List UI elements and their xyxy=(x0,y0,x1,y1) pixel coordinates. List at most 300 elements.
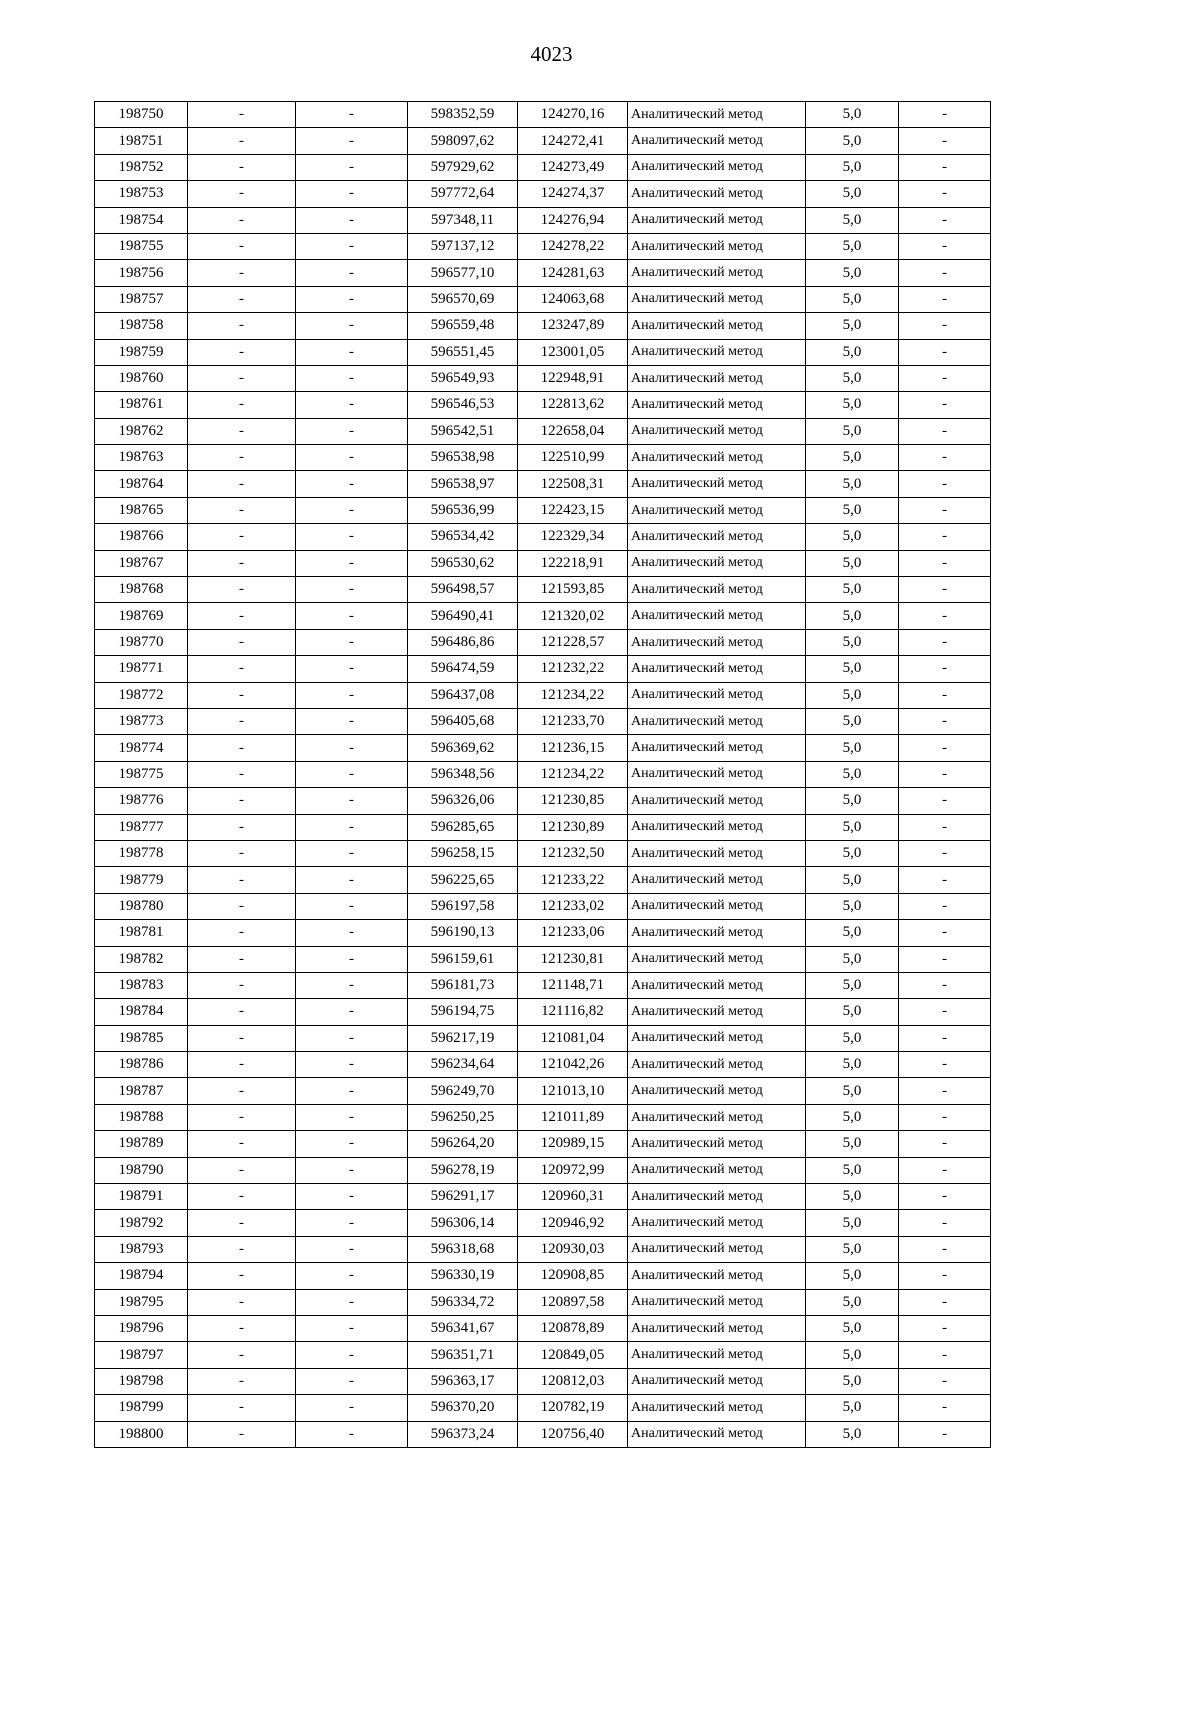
accuracy-cell: 5,0 xyxy=(806,603,899,629)
empty-cell-b: - xyxy=(296,286,408,312)
x-coordinate-cell: 596234,64 xyxy=(408,1052,518,1078)
empty-cell-a: - xyxy=(188,682,296,708)
method-cell: Аналитический метод xyxy=(628,1210,806,1236)
x-coordinate-cell: 596159,61 xyxy=(408,946,518,972)
point-number-cell: 198782 xyxy=(95,946,188,972)
method-cell: Аналитический метод xyxy=(628,313,806,339)
empty-cell-a: - xyxy=(188,260,296,286)
table-row xyxy=(95,1184,991,1210)
table-row xyxy=(95,577,991,603)
x-coordinate-cell: 596549,93 xyxy=(408,365,518,391)
y-coordinate-cell: 121232,22 xyxy=(518,656,628,682)
empty-cell-b: - xyxy=(296,1157,408,1183)
method-cell: Аналитический метод xyxy=(628,445,806,471)
accuracy-cell: 5,0 xyxy=(806,445,899,471)
accuracy-cell: 5,0 xyxy=(806,550,899,576)
method-cell: Аналитический метод xyxy=(628,999,806,1025)
empty-cell-a: - xyxy=(188,1395,296,1421)
point-number-cell: 198757 xyxy=(95,286,188,312)
y-coordinate-cell: 122218,91 xyxy=(518,550,628,576)
empty-cell-a: - xyxy=(188,102,296,128)
method-cell: Аналитический метод xyxy=(628,840,806,866)
empty-cell-c: - xyxy=(899,128,991,154)
empty-cell-a: - xyxy=(188,1342,296,1368)
empty-cell-b: - xyxy=(296,418,408,444)
table-row xyxy=(95,999,991,1025)
point-number-cell: 198772 xyxy=(95,682,188,708)
method-cell: Аналитический метод xyxy=(628,1421,806,1447)
y-coordinate-cell: 120849,05 xyxy=(518,1342,628,1368)
empty-cell-c: - xyxy=(899,920,991,946)
accuracy-cell: 5,0 xyxy=(806,154,899,180)
point-number-cell: 198759 xyxy=(95,339,188,365)
x-coordinate-cell: 596538,97 xyxy=(408,471,518,497)
empty-cell-c: - xyxy=(899,497,991,523)
accuracy-cell: 5,0 xyxy=(806,181,899,207)
accuracy-cell: 5,0 xyxy=(806,1131,899,1157)
empty-cell-c: - xyxy=(899,1289,991,1315)
table-row xyxy=(95,233,991,259)
method-cell: Аналитический метод xyxy=(628,761,806,787)
empty-cell-b: - xyxy=(296,1315,408,1341)
empty-cell-c: - xyxy=(899,867,991,893)
y-coordinate-cell: 124281,63 xyxy=(518,260,628,286)
table-row xyxy=(95,1289,991,1315)
empty-cell-a: - xyxy=(188,761,296,787)
empty-cell-b: - xyxy=(296,840,408,866)
table-row xyxy=(95,181,991,207)
point-number-cell: 198800 xyxy=(95,1421,188,1447)
empty-cell-b: - xyxy=(296,1421,408,1447)
empty-cell-c: - xyxy=(899,682,991,708)
point-number-cell: 198788 xyxy=(95,1104,188,1130)
empty-cell-a: - xyxy=(188,445,296,471)
x-coordinate-cell: 596249,70 xyxy=(408,1078,518,1104)
accuracy-cell: 5,0 xyxy=(806,999,899,1025)
x-coordinate-cell: 596363,17 xyxy=(408,1368,518,1394)
accuracy-cell: 5,0 xyxy=(806,682,899,708)
x-coordinate-cell: 596278,19 xyxy=(408,1157,518,1183)
accuracy-cell: 5,0 xyxy=(806,260,899,286)
x-coordinate-cell: 596306,14 xyxy=(408,1210,518,1236)
empty-cell-a: - xyxy=(188,1263,296,1289)
method-cell: Аналитический метод xyxy=(628,550,806,576)
x-coordinate-cell: 596559,48 xyxy=(408,313,518,339)
x-coordinate-cell: 596217,19 xyxy=(408,1025,518,1051)
method-cell: Аналитический метод xyxy=(628,471,806,497)
accuracy-cell: 5,0 xyxy=(806,418,899,444)
method-cell: Аналитический метод xyxy=(628,1395,806,1421)
method-cell: Аналитический метод xyxy=(628,1236,806,1262)
point-number-cell: 198766 xyxy=(95,524,188,550)
empty-cell-a: - xyxy=(188,1184,296,1210)
point-number-cell: 198752 xyxy=(95,154,188,180)
point-number-cell: 198786 xyxy=(95,1052,188,1078)
empty-cell-b: - xyxy=(296,1395,408,1421)
method-cell: Аналитический метод xyxy=(628,1315,806,1341)
table-row xyxy=(95,1210,991,1236)
x-coordinate-cell: 596194,75 xyxy=(408,999,518,1025)
empty-cell-b: - xyxy=(296,1236,408,1262)
point-number-cell: 198775 xyxy=(95,761,188,787)
empty-cell-c: - xyxy=(899,656,991,682)
empty-cell-b: - xyxy=(296,893,408,919)
method-cell: Аналитический метод xyxy=(628,154,806,180)
empty-cell-a: - xyxy=(188,550,296,576)
point-number-cell: 198771 xyxy=(95,656,188,682)
empty-cell-a: - xyxy=(188,471,296,497)
accuracy-cell: 5,0 xyxy=(806,788,899,814)
method-cell: Аналитический метод xyxy=(628,788,806,814)
y-coordinate-cell: 120878,89 xyxy=(518,1315,628,1341)
point-number-cell: 198768 xyxy=(95,577,188,603)
empty-cell-c: - xyxy=(899,893,991,919)
empty-cell-c: - xyxy=(899,365,991,391)
empty-cell-b: - xyxy=(296,999,408,1025)
method-cell: Аналитический метод xyxy=(628,708,806,734)
x-coordinate-cell: 596225,65 xyxy=(408,867,518,893)
table-row xyxy=(95,735,991,761)
table-row xyxy=(95,629,991,655)
empty-cell-a: - xyxy=(188,867,296,893)
table-row xyxy=(95,497,991,523)
accuracy-cell: 5,0 xyxy=(806,497,899,523)
point-number-cell: 198750 xyxy=(95,102,188,128)
point-number-cell: 198754 xyxy=(95,207,188,233)
y-coordinate-cell: 120972,99 xyxy=(518,1157,628,1183)
empty-cell-c: - xyxy=(899,788,991,814)
table-row xyxy=(95,471,991,497)
accuracy-cell: 5,0 xyxy=(806,1157,899,1183)
empty-cell-b: - xyxy=(296,603,408,629)
method-cell: Аналитический метод xyxy=(628,1289,806,1315)
empty-cell-b: - xyxy=(296,102,408,128)
method-cell: Аналитический метод xyxy=(628,1131,806,1157)
empty-cell-b: - xyxy=(296,207,408,233)
accuracy-cell: 5,0 xyxy=(806,1236,899,1262)
table-row xyxy=(95,682,991,708)
y-coordinate-cell: 123247,89 xyxy=(518,313,628,339)
point-number-cell: 198758 xyxy=(95,313,188,339)
empty-cell-b: - xyxy=(296,1052,408,1078)
empty-cell-b: - xyxy=(296,339,408,365)
accuracy-cell: 5,0 xyxy=(806,972,899,998)
method-cell: Аналитический метод xyxy=(628,1104,806,1130)
empty-cell-c: - xyxy=(899,1368,991,1394)
empty-cell-b: - xyxy=(296,445,408,471)
y-coordinate-cell: 124273,49 xyxy=(518,154,628,180)
empty-cell-b: - xyxy=(296,550,408,576)
table-row xyxy=(95,1025,991,1051)
method-cell: Аналитический метод xyxy=(628,286,806,312)
point-number-cell: 198780 xyxy=(95,893,188,919)
empty-cell-c: - xyxy=(899,603,991,629)
method-cell: Аналитический метод xyxy=(628,1184,806,1210)
accuracy-cell: 5,0 xyxy=(806,1289,899,1315)
empty-cell-c: - xyxy=(899,1131,991,1157)
x-coordinate-cell: 596542,51 xyxy=(408,418,518,444)
point-number-cell: 198791 xyxy=(95,1184,188,1210)
table-row xyxy=(95,1342,991,1368)
y-coordinate-cell: 122948,91 xyxy=(518,365,628,391)
method-cell: Аналитический метод xyxy=(628,867,806,893)
x-coordinate-cell: 596326,06 xyxy=(408,788,518,814)
y-coordinate-cell: 120908,85 xyxy=(518,1263,628,1289)
empty-cell-b: - xyxy=(296,577,408,603)
empty-cell-c: - xyxy=(899,1342,991,1368)
empty-cell-a: - xyxy=(188,497,296,523)
empty-cell-c: - xyxy=(899,840,991,866)
table-row xyxy=(95,1157,991,1183)
method-cell: Аналитический метод xyxy=(628,682,806,708)
accuracy-cell: 5,0 xyxy=(806,286,899,312)
y-coordinate-cell: 121116,82 xyxy=(518,999,628,1025)
y-coordinate-cell: 121232,50 xyxy=(518,840,628,866)
empty-cell-b: - xyxy=(296,1342,408,1368)
empty-cell-c: - xyxy=(899,1421,991,1447)
empty-cell-c: - xyxy=(899,1025,991,1051)
x-coordinate-cell: 596437,08 xyxy=(408,682,518,708)
table-row xyxy=(95,708,991,734)
empty-cell-c: - xyxy=(899,286,991,312)
empty-cell-c: - xyxy=(899,577,991,603)
method-cell: Аналитический метод xyxy=(628,1052,806,1078)
empty-cell-b: - xyxy=(296,656,408,682)
accuracy-cell: 5,0 xyxy=(806,735,899,761)
y-coordinate-cell: 122510,99 xyxy=(518,445,628,471)
x-coordinate-cell: 596264,20 xyxy=(408,1131,518,1157)
accuracy-cell: 5,0 xyxy=(806,524,899,550)
empty-cell-c: - xyxy=(899,260,991,286)
accuracy-cell: 5,0 xyxy=(806,1368,899,1394)
empty-cell-a: - xyxy=(188,1289,296,1315)
method-cell: Аналитический метод xyxy=(628,128,806,154)
method-cell: Аналитический метод xyxy=(628,972,806,998)
empty-cell-a: - xyxy=(188,972,296,998)
table-row xyxy=(95,207,991,233)
method-cell: Аналитический метод xyxy=(628,1263,806,1289)
x-coordinate-cell: 596291,17 xyxy=(408,1184,518,1210)
table-row xyxy=(95,1078,991,1104)
accuracy-cell: 5,0 xyxy=(806,1104,899,1130)
y-coordinate-cell: 121320,02 xyxy=(518,603,628,629)
method-cell: Аналитический метод xyxy=(628,207,806,233)
y-coordinate-cell: 121230,89 xyxy=(518,814,628,840)
empty-cell-c: - xyxy=(899,1078,991,1104)
accuracy-cell: 5,0 xyxy=(806,656,899,682)
method-cell: Аналитический метод xyxy=(628,260,806,286)
table-row xyxy=(95,365,991,391)
empty-cell-b: - xyxy=(296,682,408,708)
method-cell: Аналитический метод xyxy=(628,629,806,655)
x-coordinate-cell: 598352,59 xyxy=(408,102,518,128)
point-number-cell: 198785 xyxy=(95,1025,188,1051)
empty-cell-a: - xyxy=(188,708,296,734)
method-cell: Аналитический метод xyxy=(628,102,806,128)
accuracy-cell: 5,0 xyxy=(806,1315,899,1341)
x-coordinate-cell: 596250,25 xyxy=(408,1104,518,1130)
table-row xyxy=(95,286,991,312)
empty-cell-b: - xyxy=(296,1263,408,1289)
empty-cell-b: - xyxy=(296,260,408,286)
table-row xyxy=(95,788,991,814)
method-cell: Аналитический метод xyxy=(628,735,806,761)
empty-cell-a: - xyxy=(188,313,296,339)
method-cell: Аналитический метод xyxy=(628,365,806,391)
empty-cell-a: - xyxy=(188,1052,296,1078)
empty-cell-a: - xyxy=(188,365,296,391)
table-row xyxy=(95,445,991,471)
accuracy-cell: 5,0 xyxy=(806,392,899,418)
x-coordinate-cell: 596538,98 xyxy=(408,445,518,471)
point-number-cell: 198792 xyxy=(95,1210,188,1236)
empty-cell-b: - xyxy=(296,392,408,418)
empty-cell-c: - xyxy=(899,629,991,655)
accuracy-cell: 5,0 xyxy=(806,102,899,128)
empty-cell-a: - xyxy=(188,946,296,972)
point-number-cell: 198777 xyxy=(95,814,188,840)
y-coordinate-cell: 124274,37 xyxy=(518,181,628,207)
empty-cell-a: - xyxy=(188,1131,296,1157)
method-cell: Аналитический метод xyxy=(628,1342,806,1368)
y-coordinate-cell: 121233,06 xyxy=(518,920,628,946)
method-cell: Аналитический метод xyxy=(628,603,806,629)
x-coordinate-cell: 596285,65 xyxy=(408,814,518,840)
empty-cell-c: - xyxy=(899,1104,991,1130)
empty-cell-c: - xyxy=(899,999,991,1025)
table-row xyxy=(95,339,991,365)
method-cell: Аналитический метод xyxy=(628,1078,806,1104)
point-number-cell: 198756 xyxy=(95,260,188,286)
y-coordinate-cell: 124272,41 xyxy=(518,128,628,154)
table-row xyxy=(95,1263,991,1289)
table-row xyxy=(95,550,991,576)
point-number-cell: 198793 xyxy=(95,1236,188,1262)
method-cell: Аналитический метод xyxy=(628,1368,806,1394)
empty-cell-c: - xyxy=(899,946,991,972)
empty-cell-a: - xyxy=(188,1315,296,1341)
empty-cell-c: - xyxy=(899,1263,991,1289)
table-row xyxy=(95,893,991,919)
empty-cell-c: - xyxy=(899,102,991,128)
empty-cell-b: - xyxy=(296,497,408,523)
method-cell: Аналитический метод xyxy=(628,577,806,603)
point-number-cell: 198778 xyxy=(95,840,188,866)
empty-cell-b: - xyxy=(296,735,408,761)
y-coordinate-cell: 122508,31 xyxy=(518,471,628,497)
empty-cell-c: - xyxy=(899,1052,991,1078)
empty-cell-a: - xyxy=(188,233,296,259)
y-coordinate-cell: 120812,03 xyxy=(518,1368,628,1394)
accuracy-cell: 5,0 xyxy=(806,708,899,734)
method-cell: Аналитический метод xyxy=(628,181,806,207)
table-row xyxy=(95,867,991,893)
page-number: 4023 xyxy=(530,42,573,66)
accuracy-cell: 5,0 xyxy=(806,233,899,259)
accuracy-cell: 5,0 xyxy=(806,1342,899,1368)
coordinates-table xyxy=(94,101,991,1448)
empty-cell-a: - xyxy=(188,418,296,444)
empty-cell-c: - xyxy=(899,972,991,998)
accuracy-cell: 5,0 xyxy=(806,867,899,893)
empty-cell-a: - xyxy=(188,392,296,418)
empty-cell-a: - xyxy=(188,893,296,919)
empty-cell-b: - xyxy=(296,972,408,998)
empty-cell-a: - xyxy=(188,1236,296,1262)
accuracy-cell: 5,0 xyxy=(806,1210,899,1236)
y-coordinate-cell: 122658,04 xyxy=(518,418,628,444)
method-cell: Аналитический метод xyxy=(628,339,806,365)
empty-cell-b: - xyxy=(296,128,408,154)
y-coordinate-cell: 120782,19 xyxy=(518,1395,628,1421)
empty-cell-c: - xyxy=(899,1395,991,1421)
empty-cell-b: - xyxy=(296,1078,408,1104)
empty-cell-b: - xyxy=(296,1104,408,1130)
y-coordinate-cell: 121011,89 xyxy=(518,1104,628,1130)
empty-cell-b: - xyxy=(296,920,408,946)
accuracy-cell: 5,0 xyxy=(806,761,899,787)
empty-cell-a: - xyxy=(188,656,296,682)
empty-cell-b: - xyxy=(296,154,408,180)
point-number-cell: 198765 xyxy=(95,497,188,523)
x-coordinate-cell: 596486,86 xyxy=(408,629,518,655)
empty-cell-a: - xyxy=(188,603,296,629)
empty-cell-b: - xyxy=(296,1289,408,1315)
empty-cell-c: - xyxy=(899,339,991,365)
empty-cell-b: - xyxy=(296,181,408,207)
empty-cell-a: - xyxy=(188,840,296,866)
table-row xyxy=(95,1236,991,1262)
x-coordinate-cell: 596498,57 xyxy=(408,577,518,603)
empty-cell-a: - xyxy=(188,1210,296,1236)
x-coordinate-cell: 596551,45 xyxy=(408,339,518,365)
y-coordinate-cell: 122813,62 xyxy=(518,392,628,418)
empty-cell-c: - xyxy=(899,814,991,840)
point-number-cell: 198784 xyxy=(95,999,188,1025)
table-row xyxy=(95,840,991,866)
x-coordinate-cell: 596351,71 xyxy=(408,1342,518,1368)
y-coordinate-cell: 124276,94 xyxy=(518,207,628,233)
table-row xyxy=(95,761,991,787)
y-coordinate-cell: 120756,40 xyxy=(518,1421,628,1447)
table-row xyxy=(95,313,991,339)
empty-cell-a: - xyxy=(188,1368,296,1394)
point-number-cell: 198769 xyxy=(95,603,188,629)
table-row xyxy=(95,814,991,840)
table-row xyxy=(95,656,991,682)
empty-cell-b: - xyxy=(296,814,408,840)
empty-cell-a: - xyxy=(188,814,296,840)
x-coordinate-cell: 596369,62 xyxy=(408,735,518,761)
empty-cell-c: - xyxy=(899,418,991,444)
empty-cell-c: - xyxy=(899,445,991,471)
x-coordinate-cell: 596534,42 xyxy=(408,524,518,550)
accuracy-cell: 5,0 xyxy=(806,577,899,603)
point-number-cell: 198755 xyxy=(95,233,188,259)
accuracy-cell: 5,0 xyxy=(806,920,899,946)
x-coordinate-cell: 596570,69 xyxy=(408,286,518,312)
y-coordinate-cell: 121081,04 xyxy=(518,1025,628,1051)
accuracy-cell: 5,0 xyxy=(806,128,899,154)
empty-cell-c: - xyxy=(899,471,991,497)
table-row xyxy=(95,524,991,550)
point-number-cell: 198751 xyxy=(95,128,188,154)
y-coordinate-cell: 121233,70 xyxy=(518,708,628,734)
x-coordinate-cell: 596334,72 xyxy=(408,1289,518,1315)
accuracy-cell: 5,0 xyxy=(806,629,899,655)
accuracy-cell: 5,0 xyxy=(806,1078,899,1104)
table-row xyxy=(95,260,991,286)
